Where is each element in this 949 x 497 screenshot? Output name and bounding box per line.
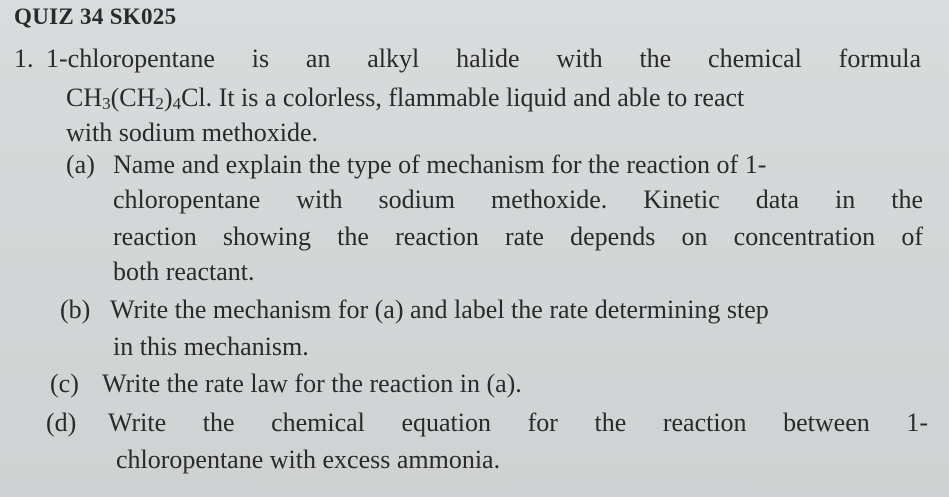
part-c-label: (c) [50, 369, 79, 398]
quiz-title: QUIZ 34 SK025 [14, 4, 177, 29]
part-d-line-2: chloropentane with excess ammonia. [116, 445, 501, 474]
question-number: 1. [14, 44, 34, 73]
chemical-formula: $CH_3(CH_2)_4Cl$. [66, 83, 213, 113]
part-a-line-3: reaction showing the reaction rate depends on concentration of [113, 222, 923, 251]
part-b-line-2: in this mechanism. [113, 332, 309, 361]
question-intro-line-2 [66, 85, 921, 111]
part-b-line-1: Write the mechanism for (a) and label the rate determining step [110, 295, 769, 324]
part-d-line-1: Write the chemical equation for the reaction between 1- [108, 408, 928, 437]
part-a-line-1: Name and explain the type of mechanism for the reaction of 1- [113, 150, 767, 179]
intro-line-2-text: It is a colorless, flammable liquid and able to react [212, 83, 745, 112]
part-a-line-2: chloropentane with sodium methoxide. Kinetic data in the [113, 185, 923, 214]
question-intro-line-1: 1-chloropentane is an alkyl halide with the chemical formula [46, 44, 921, 73]
part-a-label: (a) [66, 150, 95, 179]
part-d-label: (d) [46, 408, 77, 437]
part-c-line-1: Write the rate law for the reaction in (a). [102, 369, 522, 398]
part-a-line-4: both reactant. [113, 257, 255, 286]
part-b-label: (b) [60, 295, 91, 324]
question-intro-line-3: with sodium methoxide. [66, 118, 319, 147]
